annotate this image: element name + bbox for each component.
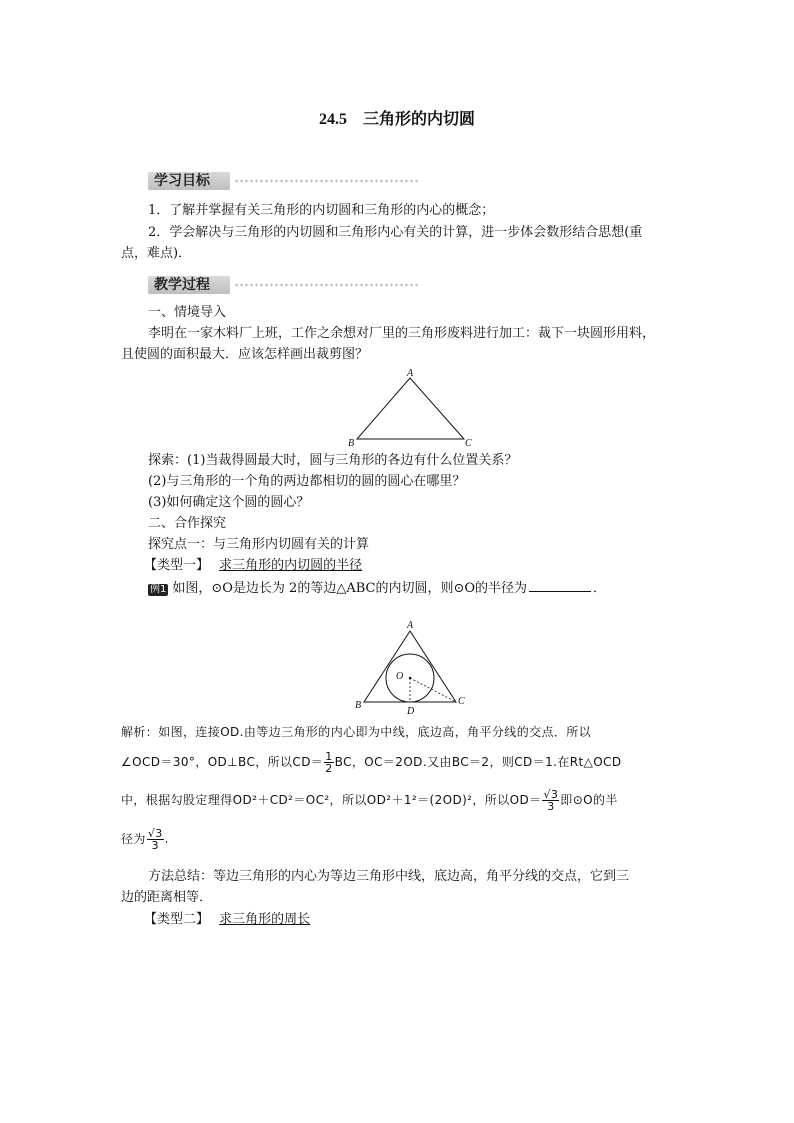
solution-line-4: 径为 $\frac{√3}{3}$ . — [121, 827, 169, 852]
vertex-a-label: A — [407, 620, 414, 631]
fraction-one-half: $\frac{1}{2}$ — [325, 750, 333, 775]
section1-text-1: 李明在一家木料厂上班，工作之余想对厂里的三角形废料进行加工：裁下一块圆形用料， — [148, 326, 656, 341]
incircle-figure — [345, 618, 475, 718]
question-2: (2)与三角形的一个角的两边都相切的圆的圆心在哪里？ — [148, 474, 466, 489]
solution-line-1: 解析：如图，连接OD.由等边三角形的内心即为中线，底边高，角平分线的交点．所以 — [121, 725, 592, 739]
goal-2: 2．学会解决与三角形的内切圆和三角形内心有关的计算，进一步体会数形结合思想(重 — [148, 225, 643, 240]
example-1 — [148, 577, 606, 599]
triangle-abc — [357, 378, 464, 439]
example-text: 如图，⊙O是边长为 2的等边△ABC的内切圆，则⊙O的半径为 — [172, 581, 528, 596]
section-number: 24.5 — [318, 111, 347, 128]
center-o-label: O — [396, 671, 404, 682]
type-1-heading — [144, 556, 362, 576]
banner-dots — [234, 178, 418, 184]
solution-line-2: ∠OCD＝30°，OD⊥BC，所以CD＝ $\frac{1}{2}$ BC，OC＝2OD.又由BC＝2，则CD＝1.在Rt△OCD — [121, 750, 622, 775]
example-end: ． — [593, 581, 607, 596]
vertex-b-label: B — [355, 700, 362, 711]
section2-heading: 二、合作探究 — [148, 516, 227, 531]
question-3: (3)如何确定这个圆的圆心？ — [148, 495, 310, 510]
type-2-label: 【类型二】 — [144, 912, 210, 927]
goals-banner-label: 学习目标 — [148, 172, 230, 190]
point-d-label: D — [407, 706, 415, 717]
type-2-heading — [144, 910, 310, 930]
exploration-point-1: 探究点一：与三角形内切圆有关的计算 — [148, 537, 370, 552]
question-1: 探索：(1)当裁得圆最大时，圆与三角形的各边有什么位置关系？ — [148, 453, 518, 468]
section1-text-2: 且使圆的面积最大．应该怎样画出裁剪图？ — [121, 347, 369, 362]
section1-heading: 一、情境导入 — [148, 305, 227, 320]
triangle-figure — [340, 366, 480, 448]
banner-dots — [234, 282, 418, 288]
process-banner-label: 教学过程 — [148, 276, 230, 294]
center-point — [409, 677, 411, 679]
fraction-root3-over-3: $\frac{√3}{3}$ — [147, 827, 163, 852]
type-1-title: 求三角形的内切圆的半径 — [219, 558, 363, 573]
segment-oc — [410, 678, 456, 702]
process-banner — [148, 276, 418, 294]
summary-line-2: 边的距离相等． — [121, 890, 213, 905]
type-1-label: 【类型一】 — [144, 558, 210, 573]
vertex-a-label: A — [407, 368, 414, 379]
type-2-title: 求三角形的周长 — [219, 912, 311, 927]
example-tag: 例1 — [150, 584, 167, 595]
goal-1: 1．了解并掌握有关三角形的内切圆和三角形的内心的概念； — [148, 203, 495, 218]
goals-banner — [148, 172, 418, 190]
solution-line-3: 中，根据勾股定理得OD²＋CD²＝OC²，所以OD²＋1²＝(2OD)²，所以OD＝ $\frac{√3}{3}$ 即⊙O的半 — [121, 788, 618, 813]
vertex-c-label: C — [465, 438, 472, 448]
goal-2-cont: 点，难点)． — [121, 246, 192, 261]
section-title: 三角形的内切圆 — [362, 109, 475, 128]
page-title — [0, 106, 794, 129]
summary-line-1: 方法总结：等边三角形的内心为等边三角形中线，底边高，角平分线的交点，它到三 — [148, 869, 630, 884]
fraction-root3-over-3: $\frac{√3}{3}$ — [543, 788, 559, 813]
answer-blank — [529, 577, 591, 592]
vertex-b-label: B — [348, 438, 355, 448]
vertex-c-label: C — [458, 696, 465, 707]
